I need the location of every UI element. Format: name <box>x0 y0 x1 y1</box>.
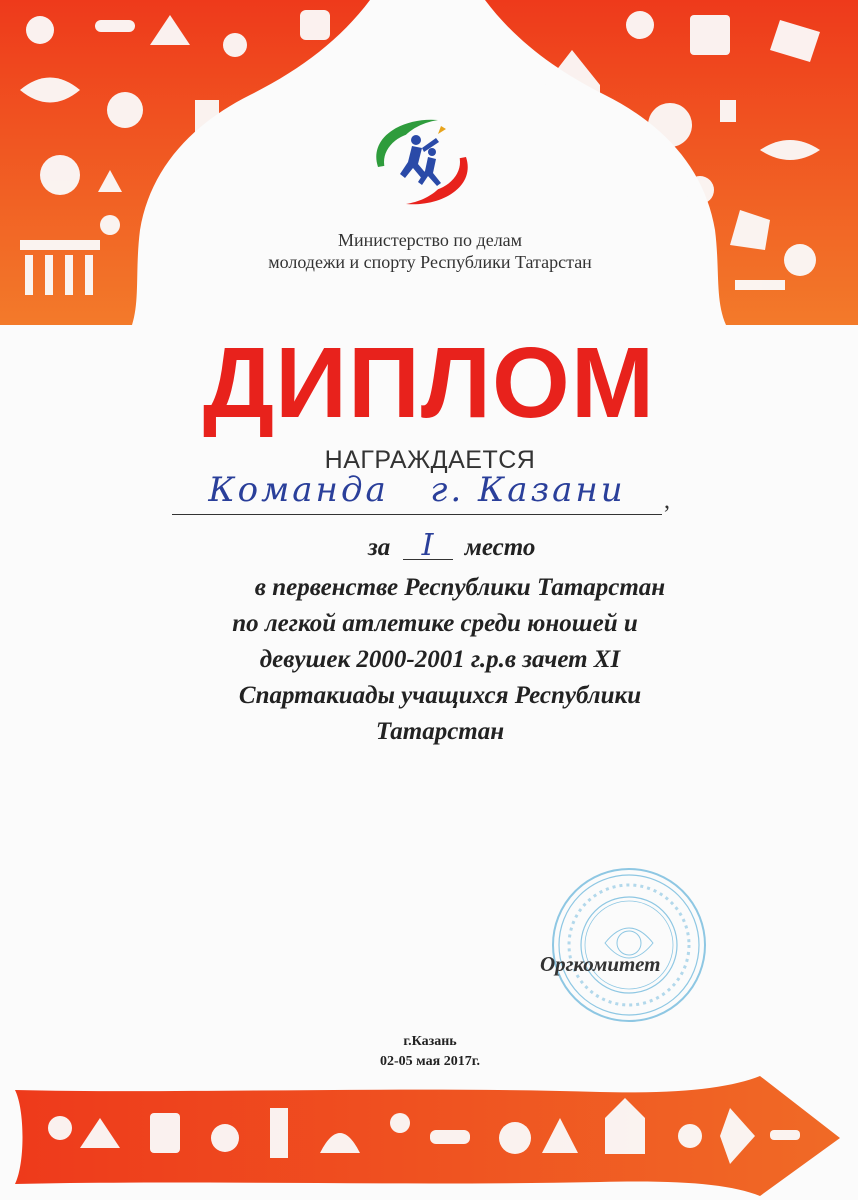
award-description <box>150 570 730 750</box>
ministry-line-2: молодежи и спорту Республики Татарстан <box>268 252 592 272</box>
description-line: по легкой атлетике среди юношей и <box>232 610 638 637</box>
recipient-underline <box>172 514 662 515</box>
awarded-label: НАГРАЖДАЕТСЯ <box>324 446 536 474</box>
place-and-date <box>330 1032 530 1072</box>
athletes-runner-logo <box>358 112 486 212</box>
organizing-committee: Оргкомитет <box>540 952 661 976</box>
round-official-seal <box>545 865 713 1025</box>
description-line: Спартакиады учащихся Республики <box>238 682 642 709</box>
diploma-title: ДИПЛОМ <box>202 327 656 439</box>
city: г.Казань <box>403 1034 457 1049</box>
place-prefix: за <box>368 534 391 561</box>
date: 02-05 мая 2017г. <box>380 1054 480 1069</box>
description-line: в первенстве Республики Татарстан <box>254 574 666 601</box>
place-row <box>368 528 536 563</box>
recipient-comma: , <box>664 488 670 514</box>
recipient-name: Команда г. Казани <box>208 470 626 510</box>
ministry-line-1: Министерство по делам <box>337 230 523 250</box>
place-value: I <box>403 533 453 560</box>
description-line: девушек 2000-2001 г.р.в зачет XI <box>259 646 621 673</box>
description-line: Татарстан <box>375 718 505 745</box>
place-suffix: место <box>464 534 536 561</box>
ministry-name <box>200 229 660 273</box>
bottom-ornament <box>0 1068 858 1200</box>
